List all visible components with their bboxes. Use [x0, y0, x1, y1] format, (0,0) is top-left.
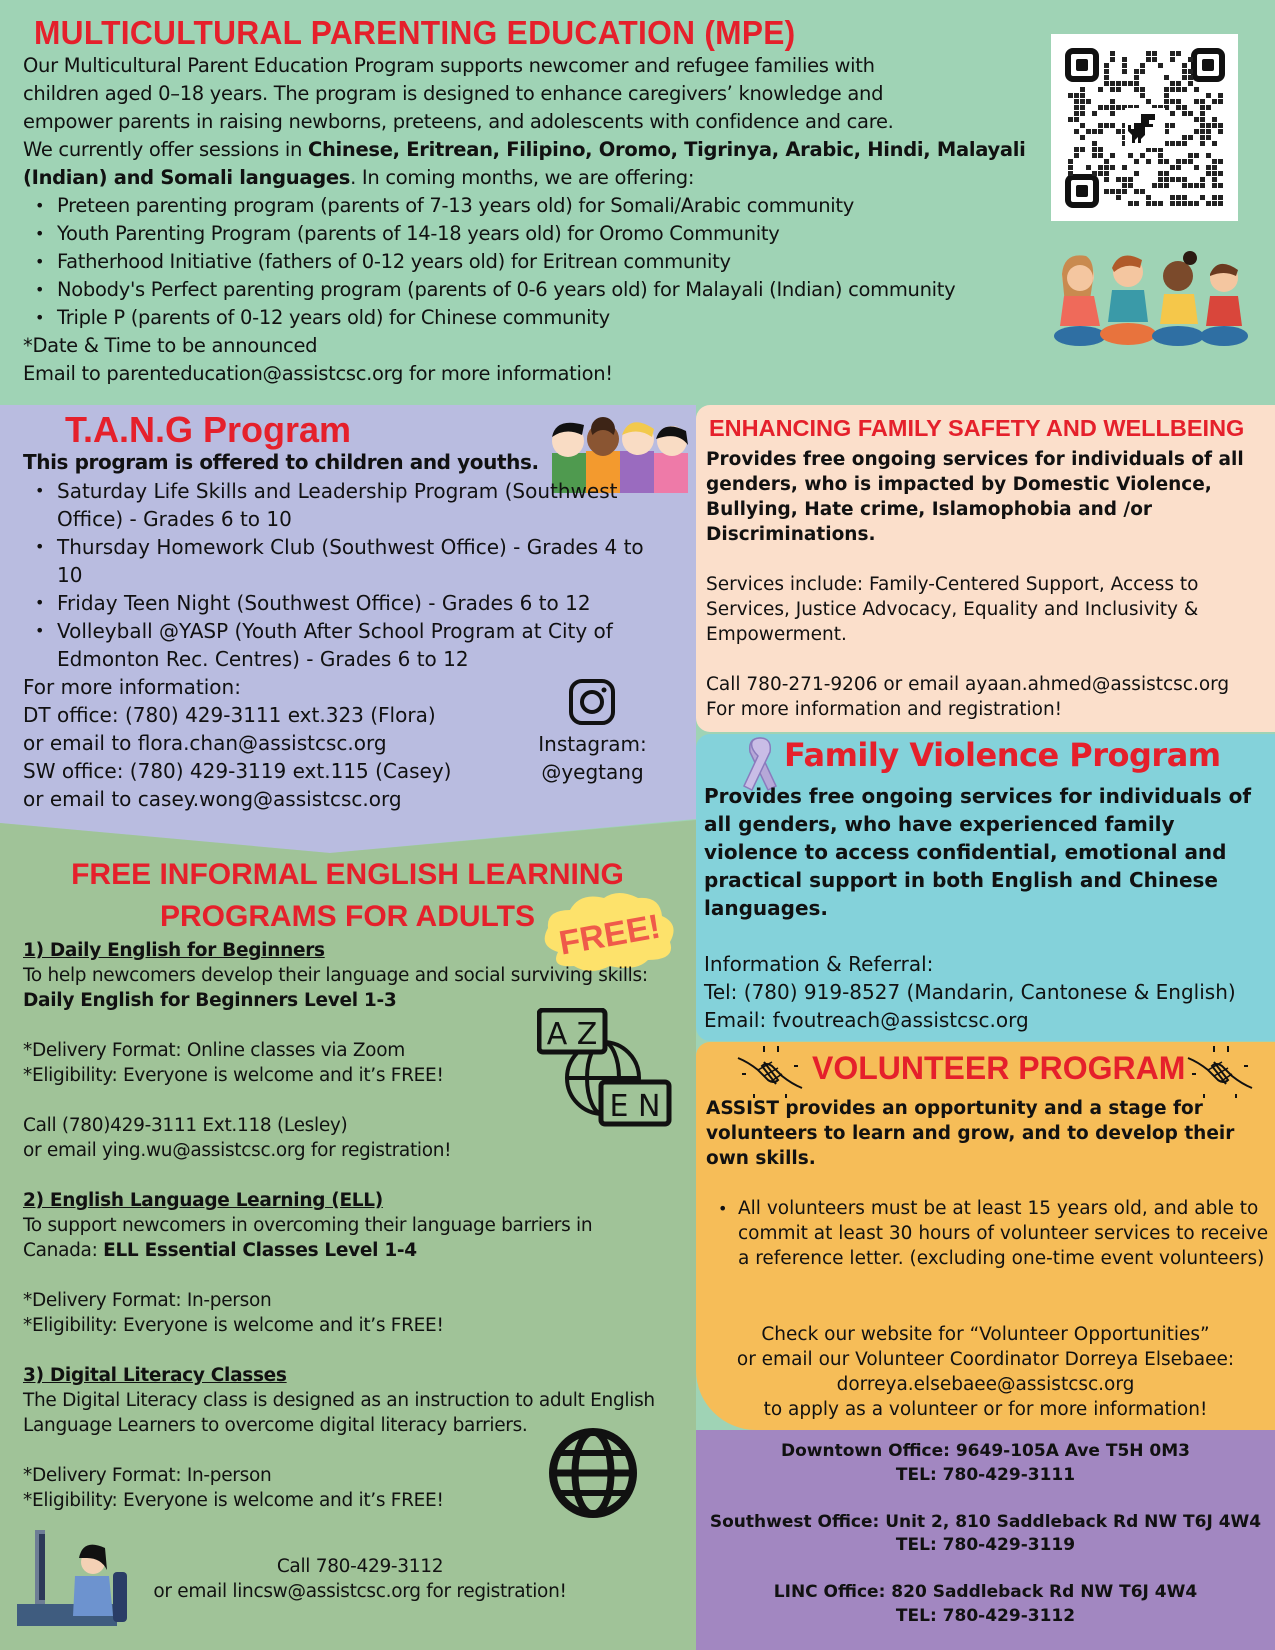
- program-desc: To help newcomers develop their language and social surviving skills:: [23, 965, 648, 986]
- helping-hands-icon: [734, 1044, 806, 1100]
- offices-section: [696, 1430, 1275, 1650]
- program-delivery: *Delivery Format: In-person: [23, 1465, 272, 1486]
- tang-contact: [23, 673, 452, 813]
- safety-services: Services include: Family-Centered Support, Access to Services, Justice Advocacy, Equality and Inclusivity & Empowerment.: [706, 574, 1199, 645]
- safety-section: [696, 405, 1275, 732]
- mpe-title: MULTICULTURAL PARENTING EDUCATION (MPE): [34, 14, 796, 51]
- family-violence-section: [696, 734, 1275, 1041]
- office-list: [696, 1440, 1275, 1628]
- volunteer-intro: ASSIST provides an opportunity and a stage for volunteers to learn and grow, and to develop their own skills.: [706, 1098, 1235, 1169]
- qr-code-icon[interactable]: [1051, 34, 1238, 221]
- safety-call[interactable]: Call 780-271-9206 or email ayaan.ahmed@assistcsc.org: [706, 674, 1230, 695]
- list-item: • Volleyball @YASP (Youth After School Program at City of Edmonton Rec. Centres) - Grades 6 to 12: [23, 617, 663, 673]
- translate-from-text: A Z: [546, 1017, 598, 1052]
- program-desc: The Digital Literacy class is designed as an instruction to adult English: [23, 1390, 655, 1411]
- mpe-note: *Date & Time to be announced: [23, 334, 318, 357]
- list-item: • Friday Teen Night (Southwest Office) - Grades 6 to 12: [23, 589, 663, 617]
- list-item: • Thursday Homework Club (Southwest Office) - Grades 4 to 10: [23, 533, 663, 589]
- contact-line: SW office: (780) 429-3119 ext.115 (Casey): [23, 759, 452, 783]
- person-at-computer-illustration: [15, 1528, 135, 1628]
- program-heading: 2) English Language Learning (ELL): [23, 1190, 383, 1211]
- program-call: Call (780)429-3111 Ext.118 (Lesley): [23, 1115, 348, 1136]
- list-item: • Youth Parenting Program (parents of 14-18 years old) for Oromo Community: [23, 220, 1043, 248]
- fv-email[interactable]: Email: fvoutreach@assistcsc.org: [704, 1008, 1029, 1032]
- contact-email[interactable]: or email to casey.wong@assistcsc.org: [23, 787, 402, 811]
- tang-section: [0, 405, 695, 850]
- safety-more: For more information and registration!: [706, 699, 1063, 720]
- globe-icon: [548, 1428, 638, 1518]
- volunteer-requirements: [706, 1196, 1271, 1271]
- languages-prefix: We currently offer sessions in: [23, 138, 308, 161]
- mpe-intro-line: empower parents in raising newborns, preteens, and adolescents with confidence and care.: [23, 110, 894, 133]
- program-eligibility: *Eligibility: Everyone is welcome and it’s FREE!: [23, 1315, 444, 1336]
- volunteer-section: [696, 1042, 1275, 1430]
- program-heading: 3) Digital Literacy Classes: [23, 1365, 287, 1386]
- mpe-body: [23, 52, 1043, 388]
- translate-to-text: E N: [609, 1089, 661, 1124]
- instagram-info: [520, 730, 665, 786]
- mpe-program-list: [23, 192, 1043, 332]
- safety-title: ENHANCING FAMILY SAFETY AND WELLBEING: [709, 415, 1245, 441]
- contact-email[interactable]: or email to flora.chan@assistcsc.org: [23, 731, 387, 755]
- fv-tel[interactable]: Tel: (780) 919-8527 (Mandarin, Cantonese & English): [704, 980, 1236, 1004]
- english-contact: [120, 1554, 600, 1604]
- program-desc: To support newcomers in overcoming their language barriers in: [23, 1215, 593, 1236]
- program-delivery: *Delivery Format: In-person: [23, 1290, 272, 1311]
- family-violence-title: Family Violence Program: [784, 736, 1221, 774]
- list-item: • Nobody's Perfect parenting program (parents of 0-6 years old) for Malayali (Indian) community: [23, 276, 1043, 304]
- free-badge-text: FREE!: [556, 907, 664, 963]
- mpe-section: [0, 0, 1275, 405]
- list-item: • Triple P (parents of 0-12 years old) for Chinese community: [23, 304, 1043, 332]
- english-email[interactable]: or email lincsw@assistcsc.org for registration!: [153, 1581, 567, 1602]
- program-heading: 1) Daily English for Beginners: [23, 940, 325, 961]
- languages-suffix: . In coming months, we are offering:: [350, 166, 695, 189]
- mpe-email[interactable]: Email to parenteducation@assistcsc.org for more information!: [23, 362, 613, 385]
- mpe-intro-line: Our Multicultural Parent Education Program supports newcomer and refugee families with: [23, 54, 875, 77]
- tang-title: T.A.N.G Program: [65, 409, 352, 450]
- cta-line: to apply as a volunteer or for more information!: [763, 1399, 1208, 1420]
- english-title-line: PROGRAMS FOR ADULTS: [160, 900, 535, 933]
- office-tel[interactable]: TEL: 780-429-3119: [895, 1535, 1076, 1555]
- office-tel[interactable]: TEL: 780-429-3111: [895, 1464, 1076, 1485]
- office-address: LINC Office: 820 Saddleback Rd NW T6J 4W4: [773, 1582, 1198, 1602]
- program-level-prefix: Canada:: [23, 1240, 104, 1261]
- program-level: ELL Essential Classes Level 1-4: [103, 1240, 417, 1261]
- volunteer-email[interactable]: dorreya.elsebaee@assistcsc.org: [836, 1374, 1135, 1395]
- program-level-line: [23, 1238, 688, 1263]
- office-address: Downtown Office: 9649-105A Ave T5H 0M3: [780, 1441, 1191, 1461]
- list-item: • Saturday Life Skills and Leadership Program (Southwest Office) - Grades 6 to 10: [23, 477, 663, 533]
- instagram-icon[interactable]: [567, 677, 617, 727]
- helping-hands-icon: [1184, 1044, 1256, 1100]
- list-item: • Preteen parenting program (parents of 7-13 years old) for Somali/Arabic community: [23, 192, 1043, 220]
- program-level: Daily English for Beginners Level 1-3: [23, 990, 397, 1011]
- office-tel[interactable]: TEL: 780-429-3112: [895, 1605, 1076, 1626]
- program-delivery: *Delivery Format: Online classes via Zoom: [23, 1040, 405, 1061]
- family-violence-body: [704, 782, 1269, 1034]
- cta-line: Check our website for “Volunteer Opportunities”: [761, 1324, 1210, 1345]
- instagram-label: Instagram:: [538, 732, 647, 756]
- volunteer-title: VOLUNTEER PROGRAM: [812, 1050, 1186, 1086]
- english-body: [23, 938, 688, 1513]
- mpe-languages: [23, 136, 1043, 164]
- mpe-intro-line: children aged 0–18 years. The program is designed to enhance caregivers’ knowledge and: [23, 82, 884, 105]
- fv-info-label: Information & Referral:: [704, 952, 934, 976]
- program-eligibility: *Eligibility: Everyone is welcome and it’s FREE!: [23, 1490, 444, 1511]
- languages-list-cont: (Indian) and Somali languages: [23, 166, 351, 189]
- volunteer-cta: [696, 1322, 1275, 1422]
- english-title-line: FREE INFORMAL ENGLISH LEARNING: [71, 858, 624, 891]
- program-eligibility: *Eligibility: Everyone is welcome and it’s FREE!: [23, 1065, 444, 1086]
- program-desc: Language Learners to overcome digital literacy barriers.: [23, 1415, 528, 1436]
- english-section: [0, 800, 695, 1650]
- english-call: Call 780-429-3112: [276, 1556, 444, 1577]
- mpe-languages-cont: [23, 164, 1043, 192]
- office-address: Southwest Office: Unit 2, 810 Saddleback Rd NW T6J 4W4: [709, 1511, 1262, 1532]
- program-email[interactable]: or email ying.wu@assistcsc.org for registration!: [23, 1140, 452, 1161]
- tang-subtitle: This program is offered to children and youths.: [23, 450, 539, 474]
- contact-line: For more information:: [23, 675, 241, 699]
- list-item: • All volunteers must be at least 15 years old, and able to commit at least 30 hours of volunteer services to receive a reference letter. (excluding one-time event volunteers): [706, 1196, 1271, 1271]
- list-item: • Fatherhood Initiative (fathers of 0-12 years old) for Eritrean community: [23, 248, 1043, 276]
- fv-intro: Provides free ongoing services for individuals of all genders, who have experienced family violence to access confidential, emotional and practical support in both English and Chinese languages.: [704, 784, 1252, 920]
- safety-body: [706, 447, 1271, 722]
- tang-program-list: [23, 477, 663, 673]
- languages-list: Chinese, Eritrean, Filipino, Oromo, Tigrinya, Arabic, Hindi, Malayali: [307, 138, 1026, 161]
- cta-line: or email our Volunteer Coordinator Dorreya Elsebaee:: [736, 1349, 1235, 1370]
- instagram-handle[interactable]: @yegtang: [541, 760, 644, 784]
- children-sitting-illustration: [1050, 244, 1250, 354]
- safety-intro: Provides free ongoing services for individuals of all genders, who is impacted by Domestic Violence, Bullying, Hate crime, Islamophobia and /or Discriminations.: [706, 449, 1244, 545]
- contact-line: DT office: (780) 429-3111 ext.323 (Flora): [23, 703, 436, 727]
